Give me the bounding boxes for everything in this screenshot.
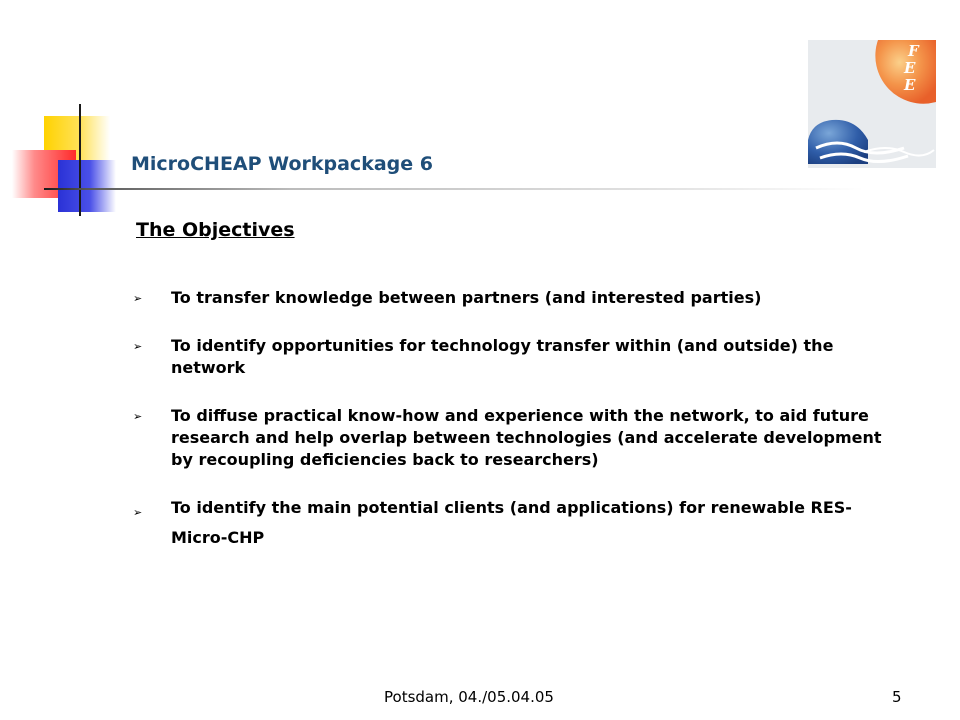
decor-vertical-line [79,104,81,216]
fee-logo [808,40,936,168]
bullet-arrow-icon: ➢ [133,292,143,305]
logo-letter-e2: E [904,76,916,94]
logo-letter-f: F [908,42,919,60]
list-item [133,287,893,309]
bullet-arrow-icon: ➢ [133,410,143,423]
title-underline-rule [44,188,864,190]
bullet-arrow-icon: ➢ [133,506,143,519]
bullet-text: To identify opportunities for technology transfer within (and outside) the network [171,336,834,377]
list-item [133,493,893,553]
bullet-arrow-icon: ➢ [133,340,143,353]
footer-location-date: Potsdam, 04./05.04.05 [384,688,554,706]
bullet-text: To identify the main potential clients (and applications) for renewable RES-Micro-CHP [171,498,852,547]
objectives-list [133,287,893,573]
slide-title: MicroCHEAP Workpackage 6 [131,153,433,175]
section-heading: The Objectives [136,219,295,241]
bullet-text: To diffuse practical know-how and experience with the network, to aid future research and help overlap between technologies (and accelerate development by recoupling deficiencies back to researchers) [171,406,882,469]
bullet-text: To transfer knowledge between partners (and interested parties) [171,288,762,307]
list-item [133,335,893,379]
list-item [133,405,893,471]
decor-blue-square [58,160,116,212]
page-number: 5 [892,688,902,706]
logo-letter-e1: E [904,59,916,77]
